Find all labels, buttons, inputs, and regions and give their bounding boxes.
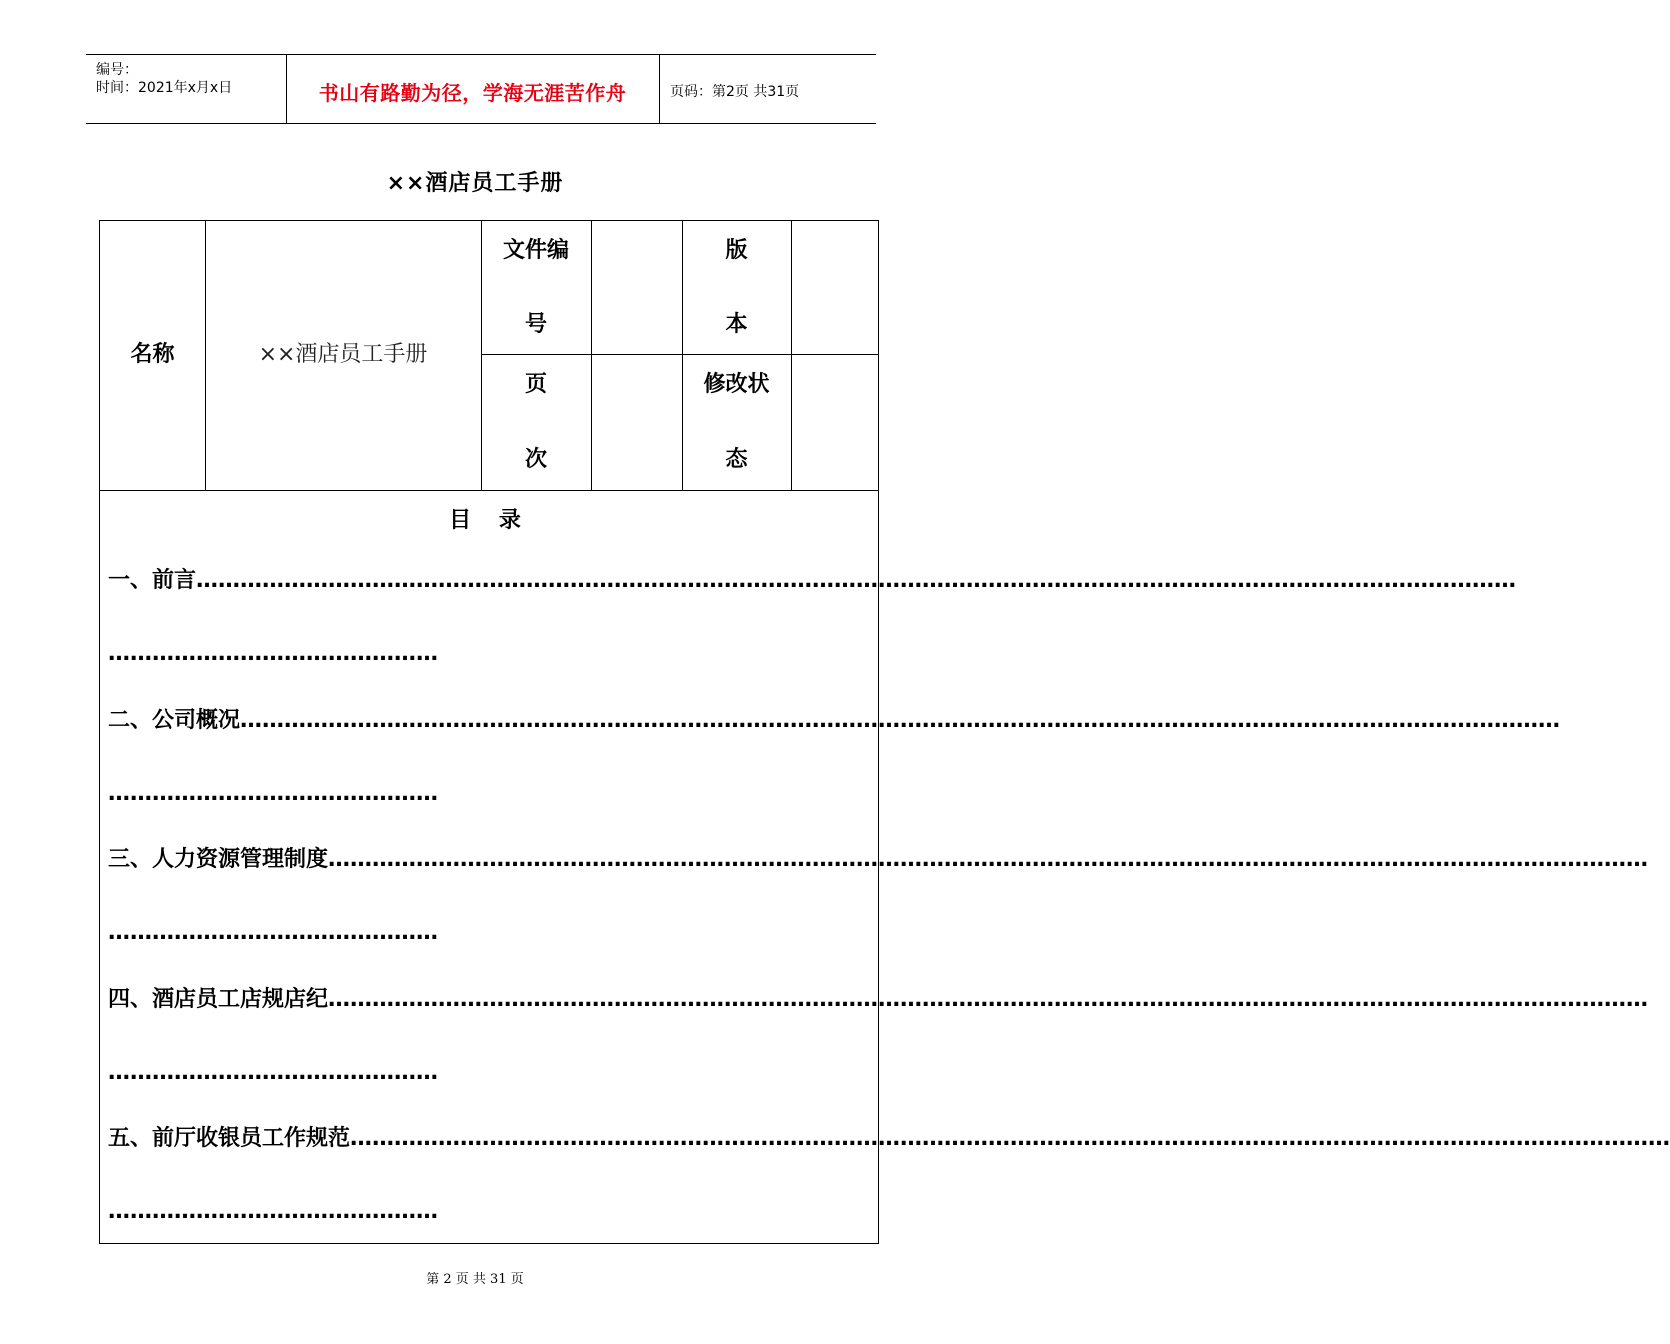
toc-leader-continuation: ……………………………………… <box>108 781 438 806</box>
toc-item-label: 三、人力资源管理制度 <box>108 847 329 872</box>
page-info: 页码：第2页 共31页 <box>670 84 800 100</box>
grid-line <box>791 221 792 490</box>
header-meta-cell <box>86 55 287 123</box>
toc-item[interactable] <box>108 706 1561 736</box>
document-frame <box>99 220 1670 1244</box>
page-count-label-line2: 次 <box>524 447 547 472</box>
toc-item-label: 一、前言 <box>108 568 197 593</box>
grid-line <box>481 354 879 355</box>
number-label: 编号： <box>96 62 138 78</box>
toc-item[interactable] <box>108 845 1649 875</box>
toc-item[interactable] <box>108 985 1649 1015</box>
page-footer: 第 2 页 共 31 页 <box>426 1272 524 1287</box>
version-label-line2: 本 <box>725 312 748 337</box>
toc-item-label: 四、酒店员工店规店纪 <box>108 987 329 1012</box>
motto-text: 书山有路勤为径，学海无涯苦作舟 <box>318 81 627 105</box>
page-count-label-line1: 页 <box>524 372 547 397</box>
toc-leader: ……………………………………………………………………………………………………………………………………………………………… <box>328 847 1649 872</box>
toc-leader: ……………………………………………………………………………………………………………………………………………………………… <box>196 568 1517 593</box>
page-header <box>86 54 876 124</box>
toc-item[interactable] <box>108 1124 1670 1154</box>
header-motto-cell <box>286 55 660 123</box>
toc-item-label: 五、前厅收银员工作规范 <box>108 1126 351 1151</box>
file-no-label-line1: 文件编 <box>502 238 569 263</box>
toc-leader: ……………………………………………………………………………………………………………………………………………………………… <box>350 1126 1670 1151</box>
toc-leader: ……………………………………………………………………………………………………………………………………………………………… <box>240 708 1561 733</box>
document-title: ××酒店员工手册 <box>386 171 564 196</box>
name-label: 名称 <box>130 342 175 367</box>
grid-line <box>100 490 878 491</box>
toc-leader-continuation: ……………………………………… <box>108 1199 438 1224</box>
toc-item[interactable] <box>108 566 1517 596</box>
toc-leader-continuation: ……………………………………… <box>108 920 438 945</box>
file-no-label-line2: 号 <box>524 312 547 337</box>
toc-leader: ……………………………………………………………………………………………………………………………………………………………… <box>328 987 1649 1012</box>
toc-title: 目 录 <box>449 508 531 533</box>
toc-item-label: 二、公司概况 <box>108 708 241 733</box>
revision-label-line1: 修改状 <box>703 372 770 397</box>
toc-leader-continuation: ……………………………………… <box>108 1060 438 1085</box>
time-label: 时间：2021年x月x日 <box>96 80 233 96</box>
grid-line <box>591 221 592 490</box>
toc-leader-continuation: ……………………………………… <box>108 641 438 666</box>
name-value: ××酒店员工手册 <box>258 342 428 367</box>
version-label-line1: 版 <box>725 238 748 263</box>
revision-label-line2: 态 <box>725 447 748 472</box>
header-page-cell <box>660 55 876 123</box>
